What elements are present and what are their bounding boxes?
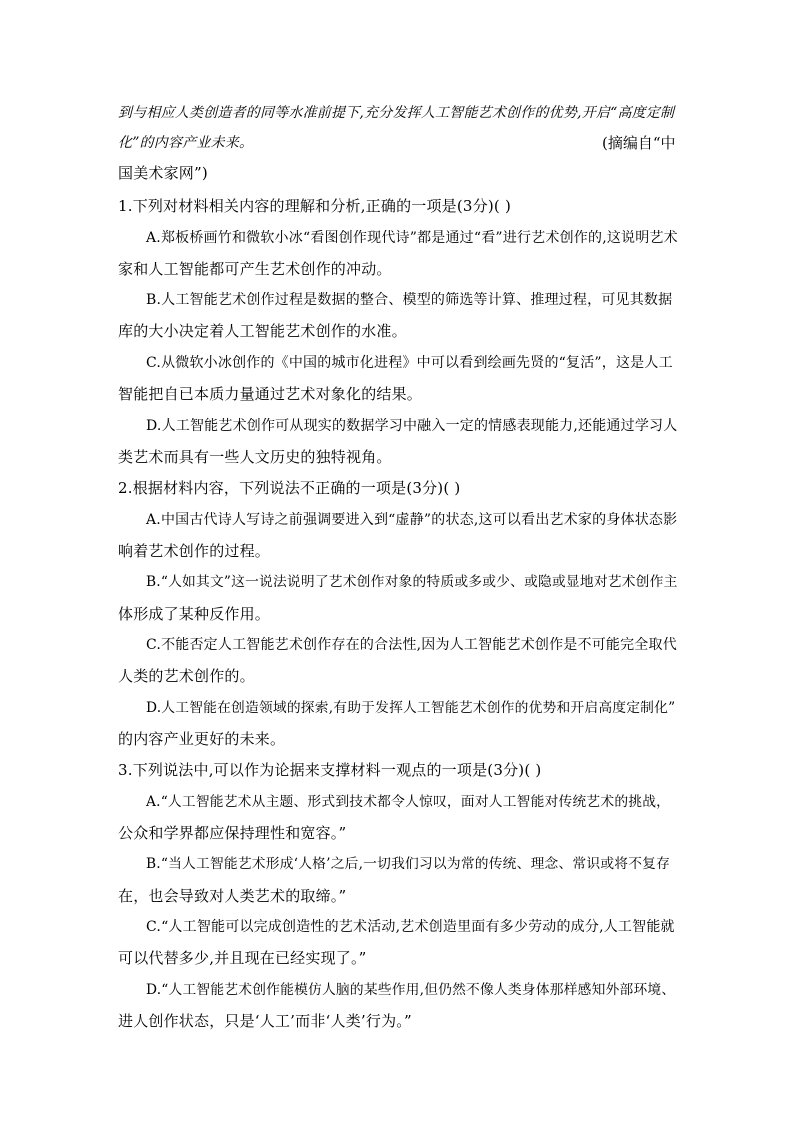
question-stem: 3.下列说法中,可以作为论据来支撑材料一观点的一项是(3分)( ) — [118, 761, 542, 779]
question-stem: 2.根据材料内容，下列说法不正确的一项是(3分)( ) — [118, 479, 461, 497]
source-citation: 国美术家网”) — [118, 164, 208, 182]
option-b: B.“人如其文”这一说法说明了艺术创作对象的特质或多或少、或隐或显地对艺术创作主 — [146, 574, 678, 590]
option-c: C.“人工智能可以完成创造性的艺术活动,艺术创造里面有多少劳动的成分,人工智能就 — [146, 919, 675, 935]
option-d-cont: 的内容产业更好的未来。 — [118, 730, 286, 748]
option-a-cont: 响着艺术创作的过程。 — [118, 542, 271, 560]
option-d: D.“人工智能艺术创作能模仿人脑的某些作用,但仍然不像人类身体那样感知外部环境、 — [146, 982, 676, 998]
option-b-cont: 体形成了某种反作用。 — [118, 605, 271, 623]
option-a: A.“人工智能艺术从主题、形式到技术都令人惊叹，面对人工智能对传统艺术的挑战， — [146, 794, 671, 810]
option-a: A.郑板桥画竹和微软小冰“看图创作现代诗”都是通过“看”进行艺术创作的,这说明艺术 — [146, 230, 678, 246]
option-c: C.从微软小冰创作的《中国的城市化进程》中可以看到绘画先贤的“复活”，这是人工 — [146, 355, 673, 371]
option-b: B.人工智能艺术创作过程是数据的整合、模型的筛选等计算、推理过程，可见其数据 — [146, 292, 673, 308]
option-c: C.不能否定人工智能艺术创作存在的合法性,因为人工智能艺术创作是不可能完全取代 — [146, 637, 677, 653]
option-a-cont: 公众和学界都应保持理性和宽容。” — [118, 824, 347, 842]
option-c-cont: 智能把自已本质力量通过艺术对象化的结果。 — [118, 385, 423, 403]
passage-line: 化”的内容产业未来。 — [118, 135, 254, 151]
passage-line: 到与相应人类创造者的同等水准前提下,充分发挥人工智能艺术创作的优势,开启“高度定制 — [118, 105, 675, 121]
option-c-cont: 可以代替多少,并且现在已经实现了。” — [118, 949, 367, 967]
option-d: D.人工智能艺术创作可从现实的数据学习中融入一定的情感表现能力,还能通过学习人 — [146, 418, 678, 434]
source-citation: (摘编自“中 — [602, 134, 676, 152]
option-d-cont: 类艺术而具有一些人文历史的独特视角。 — [118, 448, 392, 466]
option-a-cont: 家和人工智能都可产生艺术创作的冲动。 — [118, 260, 392, 278]
option-b: B.“当人工智能艺术形成‘人格’之后,一切我们习以为常的传统、理念、常识或将不复存 — [146, 856, 671, 872]
option-d-cont: 进人创作状态，只是‘人工’而非‘人类’行为。” — [118, 1012, 412, 1030]
option-b-cont: 库的大小决定着人工智能艺术创作的水准。 — [118, 322, 407, 340]
option-a: A.中国古代诗人写诗之前强调要进入到“虚静”的状态,这可以看出艺术家的身体状态影 — [146, 512, 678, 528]
question-stem: 1.下列对材料相关内容的理解和分析,正确的一项是(3分)( ) — [118, 197, 512, 215]
option-d: D.人工智能在创造领域的探索,有助于发挥人工智能艺术创作的优势和开启高度定制化” — [146, 700, 676, 716]
option-c-cont: 人类的艺术创作的。 — [118, 667, 255, 685]
option-b-cont: 在，也会导致对人类艺术的取缔。” — [118, 887, 347, 905]
